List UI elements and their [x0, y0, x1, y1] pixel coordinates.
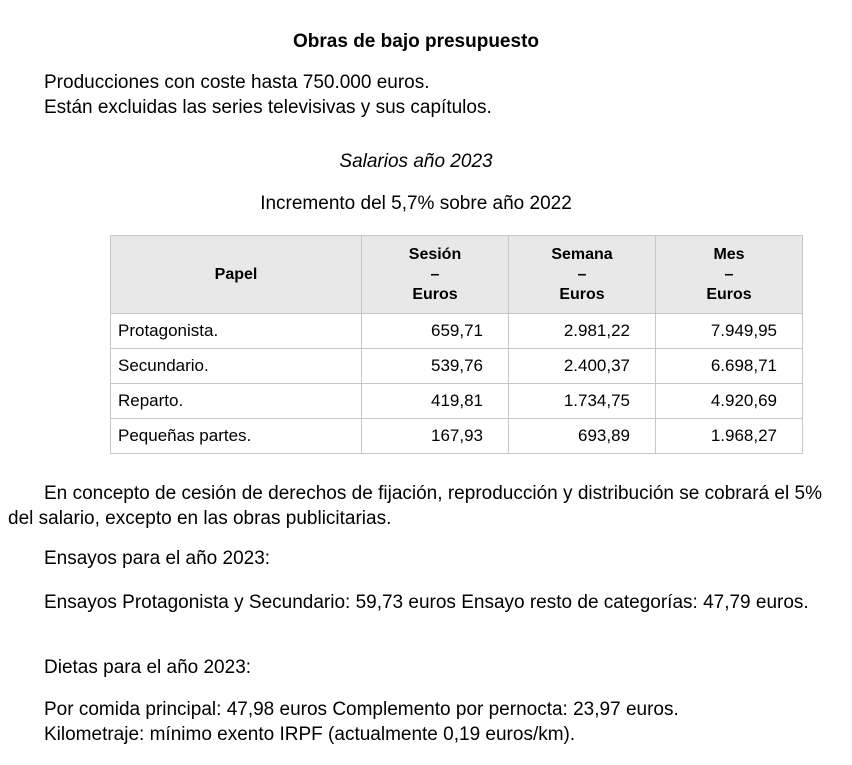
allowances-line-1: Por comida principal: 47,98 euros Complemento por pernocta: 23,97 euros. [44, 699, 679, 720]
cell-session: 419,81 [362, 384, 509, 419]
increment-text: Incremento del 5,7% sobre año 2022 [260, 193, 572, 214]
table-row [111, 314, 803, 349]
header-session-label: Sesión [408, 245, 462, 263]
table-row [111, 349, 803, 384]
cell-month: 1.968,27 [656, 419, 803, 454]
cell-month: 7.949,95 [656, 314, 803, 349]
table-row [111, 384, 803, 419]
rights-paragraph: En concepto de cesión de derechos de fijación, reproducción y distribución se cobrará el 5% del salario, excepto en las obras publicitarias. [8, 483, 822, 529]
header-month [656, 236, 803, 314]
cell-week: 1.734,75 [509, 384, 656, 419]
cell-session: 539,76 [362, 349, 509, 384]
cell-week: 2.400,37 [509, 349, 656, 384]
cell-week: 2.981,22 [509, 314, 656, 349]
salaries-heading: Salarios año 2023 [339, 151, 493, 172]
cell-role: Pequeñas partes. [111, 419, 362, 454]
header-month-label: Mes [713, 245, 745, 263]
header-month-dash: – [724, 265, 734, 283]
header-week-unit: Euros [559, 285, 605, 303]
intro-line-1: Producciones con coste hasta 750.000 euros. [44, 72, 430, 93]
cell-session: 659,71 [362, 314, 509, 349]
rehearsals-heading: Ensayos para el año 2023: [44, 548, 271, 569]
allowances-heading: Dietas para el año 2023: [44, 657, 252, 678]
header-month-unit: Euros [706, 285, 752, 303]
intro-line-2: Están excluidas las series televisivas y sus capítulos. [44, 97, 492, 118]
document-title: Obras de bajo presupuesto [293, 31, 539, 52]
cell-role: Secundario. [111, 349, 362, 384]
header-week-label: Semana [551, 245, 613, 263]
cell-month: 4.920,69 [656, 384, 803, 419]
cell-week: 693,89 [509, 419, 656, 454]
header-week [509, 236, 656, 314]
cell-role: Protagonista. [111, 314, 362, 349]
cell-month: 6.698,71 [656, 349, 803, 384]
table-header-row [111, 236, 803, 314]
allowances-line-2: Kilometraje: mínimo exento IRPF (actualmente 0,19 euros/km). [44, 724, 576, 745]
header-week-dash: – [577, 265, 587, 283]
header-session-unit: Euros [412, 285, 458, 303]
header-session-dash: – [430, 265, 440, 283]
header-session [362, 236, 509, 314]
table-row [111, 419, 803, 454]
header-role: Papel [111, 236, 362, 314]
salaries-table [110, 235, 803, 454]
cell-session: 167,93 [362, 419, 509, 454]
cell-role: Reparto. [111, 384, 362, 419]
rehearsals-paragraph: Ensayos Protagonista y Secundario: 59,73 euros Ensayo resto de categorías: 47,79 euros. [44, 592, 809, 613]
